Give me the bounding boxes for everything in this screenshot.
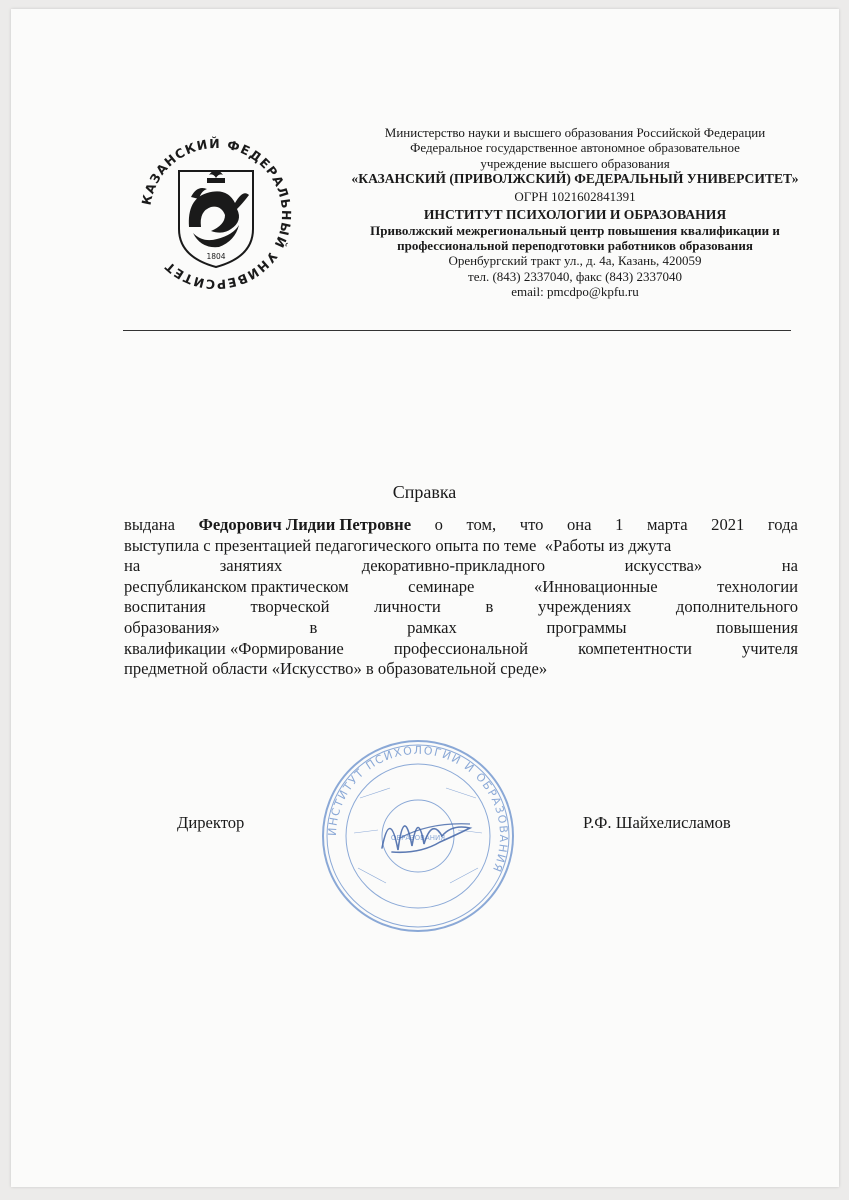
- body-text: предметной области «Искусство» в образовательной среде»: [124, 659, 548, 679]
- federal-line-1: Федеральное государственное автономное образовательное: [410, 140, 740, 156]
- body-word: дополнительного: [675, 597, 798, 617]
- body-word: в: [485, 597, 494, 617]
- logo-year: 1804: [206, 252, 226, 261]
- body-word: декоративно-прикладного: [361, 556, 546, 576]
- email-line: email: pmcdpo@kpfu.ru: [511, 283, 639, 299]
- body-line-6: [124, 618, 798, 639]
- body-word: личности: [374, 597, 441, 617]
- body-line-8: [124, 659, 798, 680]
- body-line-1: [124, 515, 798, 536]
- recipient-name: Федорович Лидии Петровне: [198, 515, 412, 534]
- body-word: квалификации «Формирование: [124, 638, 344, 658]
- body-word: в: [309, 617, 318, 637]
- body-word: образования»: [124, 617, 220, 637]
- letterhead: [325, 125, 825, 299]
- body-word: на: [781, 556, 798, 576]
- body-line-2: [124, 536, 798, 557]
- body-word: учителя: [741, 638, 798, 658]
- address-line: Оренбургский тракт ул., д. 4а, Казань, 420059: [448, 253, 702, 269]
- body-word: искусства»: [624, 556, 703, 576]
- body-word: семинаре: [408, 576, 475, 596]
- body-word: республиканском практическом: [124, 576, 349, 596]
- body-word: 1: [615, 515, 624, 534]
- center-line-2: профессиональной переподготовки работников образования: [397, 238, 753, 254]
- logo-ring-text: КАЗАНСКИЙ ФЕДЕРАЛЬНЫЙ УНИВЕРСИТЕТ: [138, 135, 295, 293]
- body-word: рамках: [407, 617, 457, 637]
- body-word: о: [434, 515, 443, 534]
- body-word: года: [767, 515, 798, 534]
- body-word: что: [519, 515, 544, 534]
- body-word: марта: [646, 515, 688, 534]
- body-word: «Инновационные: [533, 576, 658, 596]
- body-word: 2021: [711, 515, 745, 534]
- body-word: занятиях: [219, 556, 283, 576]
- university-logo-icon: [131, 129, 301, 299]
- institute-name: ИНСТИТУТ ПСИХОЛОГИИ И ОБРАЗОВАНИЯ: [423, 207, 727, 223]
- federal-line-2: учреждение высшего образования: [480, 155, 670, 171]
- body-word: на: [124, 556, 141, 576]
- body-word: программы: [546, 617, 627, 637]
- certificate-body: [124, 515, 798, 680]
- body-line-3: [124, 556, 798, 577]
- round-seal-stamp-icon: [320, 738, 516, 934]
- body-line-7: [124, 639, 798, 660]
- body-word: компетентности: [578, 638, 692, 658]
- body-line-5: [124, 597, 798, 618]
- body-word: выдана: [124, 515, 176, 534]
- body-word: профессиональной: [393, 638, 529, 658]
- body-word: том,: [466, 515, 497, 534]
- phone-line: тел. (843) 2337040, факс (843) 2337040: [468, 268, 682, 284]
- body-text: выступила с презентацией педагогического опыта по теме «Работы из джута: [124, 535, 672, 555]
- body-word: учреждениях: [537, 597, 632, 617]
- body-word: воспитания: [124, 597, 206, 617]
- university-name: «КАЗАНСКИЙ (ПРИВОЛЖСКИЙ) ФЕДЕРАЛЬНЫЙ УНИВЕРСИТЕТ»: [351, 170, 799, 186]
- center-line-1: Приволжский межрегиональный центр повышения квалификации и: [370, 222, 780, 238]
- ministry-line: Министерство науки и высшего образования Российской Федерации: [384, 125, 766, 140]
- body-word: она: [566, 515, 592, 534]
- header-divider: [123, 330, 791, 331]
- body-line-4: [124, 577, 798, 598]
- body-word: технологии: [717, 576, 798, 596]
- ogrn-line: ОГРН 1021602841391: [514, 189, 636, 205]
- svg-text:КАЗАНСКИЙ ФЕДЕРАЛЬНЫЙ УНИВЕРСИ: [139, 136, 295, 292]
- body-word: повышения: [716, 617, 798, 637]
- body-word: творческой: [250, 597, 330, 617]
- stamp-center-text: ОБРАЗОВАНИЯ: [390, 834, 446, 842]
- signatory-role: Директор: [177, 813, 245, 832]
- stamp-outer-text: ИНСТИТУТ ПСИХОЛОГИИ И ОБРАЗОВАНИЯ: [325, 743, 511, 875]
- document-title: Справка: [392, 482, 457, 502]
- signatory-name: Р.Ф. Шайхелисламов: [583, 813, 731, 832]
